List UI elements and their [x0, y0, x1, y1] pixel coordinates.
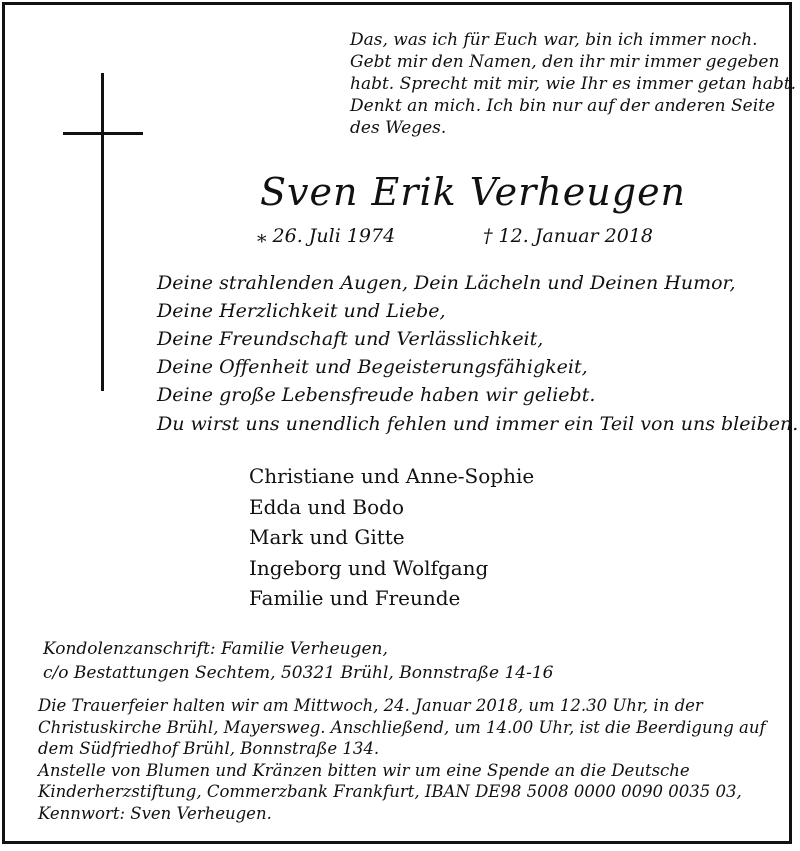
condolence-line: Kondolenzanschrift: Familie Verheugen, — [43, 639, 388, 659]
cross-horizontal-bar — [63, 132, 143, 135]
mourner-entry: Familie und Freunde — [249, 586, 461, 610]
death-date: † 12. Januar 2018 — [483, 225, 654, 247]
condolence-address — [43, 637, 554, 685]
tribute-line: Deine strahlenden Augen, Dein Lächeln und Deinen Humor, — [157, 272, 736, 294]
mourner-entry: Edda und Bodo — [249, 494, 404, 519]
tribute-text — [157, 269, 736, 409]
motto-poem — [350, 29, 796, 139]
donation-text: Anstelle von Blumen und Kränzen bitten wir um eine Spende an die Deutsche Kinderherzstiftung, Commerzbank Frankfurt, IBAN DE98 5008 0000 0090 0035 03, Kennwort: Sven Verheugen. — [38, 760, 742, 823]
tribute-line: Deine große Lebensfreude haben wir geliebt. — [157, 384, 596, 406]
condolence-line: c/o Bestattungen Sechtem, 50321 Brühl, Bonnstraße 14-16 — [43, 663, 554, 683]
tribute-line: Deine Freundschaft und Verlässlichkeit, — [157, 328, 544, 350]
cross-vertical-bar — [101, 73, 104, 391]
obituary-frame — [2, 2, 799, 844]
motto-line: Denkt an mich. Ich bin nur auf der anderen Seite — [350, 96, 776, 116]
tribute-line: Deine Herzlichkeit und Liebe, — [157, 300, 446, 322]
deceased-name: Sven Erik Verheugen — [260, 170, 687, 214]
mourners-list — [249, 461, 534, 614]
funeral-details — [38, 695, 773, 824]
tribute-line: Deine Offenheit und Begeisterungsfähigkeit, — [157, 356, 588, 378]
motto-line: des Weges. — [350, 118, 447, 138]
birth-date: ⁎ 26. Juli 1974 — [257, 225, 396, 247]
motto-line: habt. Sprecht mit mir, wie Ihr es immer getan habt. — [350, 74, 797, 94]
motto-line: Gebt mir den Namen, den ihr mir immer gegeben — [350, 52, 780, 72]
tribute-closing: Du wirst uns unendlich fehlen und immer ein Teil von uns bleiben. — [157, 413, 799, 435]
motto-line: Das, was ich für Euch war, bin ich immer noch. — [350, 30, 758, 50]
mourner-entry: Ingeborg und Wolfgang — [249, 555, 489, 580]
mourner-entry: Mark und Gitte — [249, 525, 405, 549]
mourner-entry: Christiane und Anne-Sophie — [249, 464, 535, 488]
funeral-service-text: Die Trauerfeier halten wir am Mittwoch, 24. Januar 2018, um 12.30 Uhr, in der Christuskirche Brühl, Mayersweg. Anschließend, um 14.00 Uhr, ist die Beerdigung auf dem Südfriedhof Brühl, Bonnstraße 134. — [38, 696, 766, 758]
